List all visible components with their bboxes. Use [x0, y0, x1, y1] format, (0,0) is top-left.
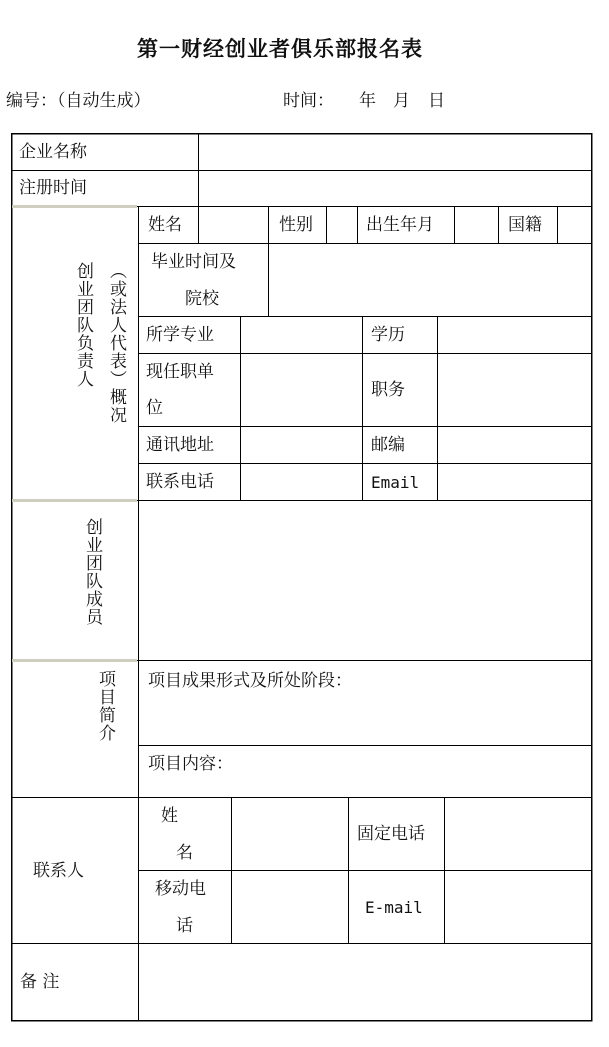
leader-section-label: 创业团队负责人 — [73, 262, 93, 388]
team-members-label: 创业团队成员 — [82, 518, 102, 626]
time-month-label: 月 — [393, 91, 410, 111]
employer-label-line2: 位 — [146, 398, 163, 418]
mobile-label: 移动电 — [155, 879, 206, 899]
employer-label: 现任职单 — [146, 362, 214, 382]
project-intro-label: 项目简介 — [95, 670, 115, 742]
time-label: 时间： — [283, 91, 334, 111]
serial-number-label: 编号：（自动生成） — [6, 91, 151, 111]
landline-label: 固定电话 — [357, 824, 425, 844]
contact-label: 联系人 — [33, 861, 84, 881]
phone-label: 联系电话 — [146, 472, 214, 492]
project-content-label: 项目内容： — [148, 754, 233, 774]
mobile-label-line2: 话 — [176, 916, 193, 936]
contact-email-label: E-mail — [365, 898, 423, 917]
gender-label: 性别 — [279, 215, 313, 235]
address-label: 通讯地址 — [146, 435, 214, 455]
form-title: 第一财经创业者俱乐部报名表 — [137, 36, 423, 61]
nationality-label: 国籍 — [508, 215, 542, 235]
time-year-label: 年 — [359, 91, 376, 111]
degree-label: 学历 — [371, 325, 405, 345]
name-label: 姓名 — [148, 215, 182, 235]
contact-name-label: 姓 — [161, 806, 178, 826]
graduation-label-line2: 院校 — [185, 289, 219, 309]
register-time-label: 注册时间 — [19, 178, 87, 198]
project-stage-label: 项目成果形式及所处阶段： — [148, 671, 352, 691]
leader-section-sublabel: （或法人代表）概况 — [106, 262, 126, 424]
position-label: 职务 — [371, 380, 405, 400]
zipcode-label: 邮编 — [371, 435, 405, 455]
time-day-label: 日 — [428, 91, 445, 111]
birth-label: 出生年月 — [366, 215, 434, 235]
graduation-label: 毕业时间及 — [151, 252, 236, 272]
company-name-label: 企业名称 — [19, 142, 87, 162]
remarks-label: 备 注 — [20, 972, 60, 992]
major-label: 所学专业 — [146, 325, 214, 345]
contact-name-label-line2: 名 — [176, 843, 193, 863]
email-label: Email — [371, 473, 420, 492]
